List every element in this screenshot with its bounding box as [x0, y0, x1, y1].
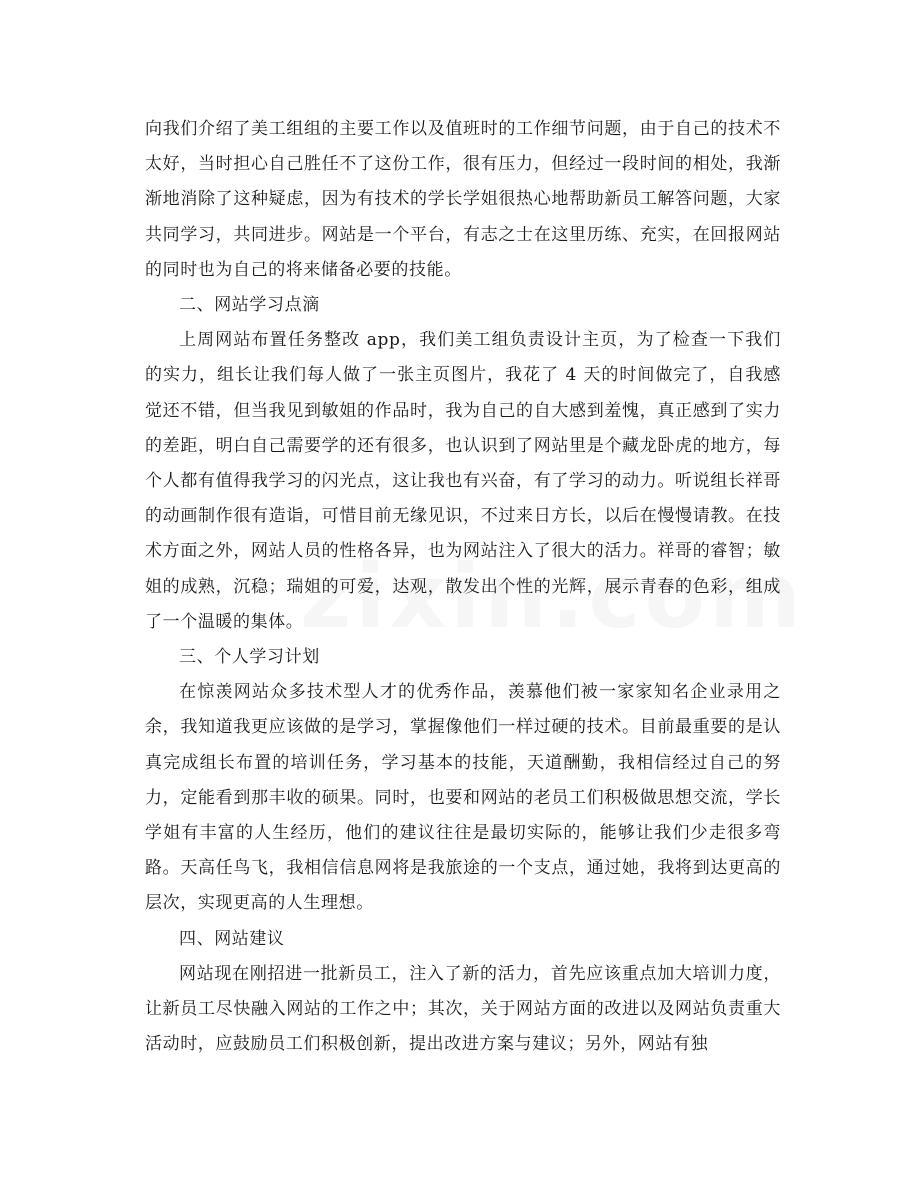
paragraph-section-4: 网站现在刚招进一批新员工，注入了新的活力，首先应该重点加大培训力度，让新员工尽快融入网站的工作之中；其次，关于网站方面的改进以及网站负责重大活动时，应鼓励员工们积极创新，提出改进方案与建议；另外，网站有独 [145, 963, 781, 1055]
section-heading-2: 二、网站学习点滴 [179, 295, 320, 316]
section-heading-3: 三、个人学习计划 [179, 647, 320, 668]
paragraph-section-3: 在惊羡网站众多技术型人才的优秀作品，羡慕他们被一家家知名企业录用之余，我知道我更应该做的是学习，掌握像他们一样过硬的技术。目前最重要的是认真完成组长布置的培训任务，学习基本的技能，天道酬勤，我相信经过自己的努力，定能看到那丰收的硕果。同时，也要和网站的老员工们积极做思想交流，学长学姐有丰富的人生经历，他们的建议往往是最切实际的，能够让我们少走很多弯路。天高任鸟飞，我相信信息网将是我旅途的一个支点，通过她，我将到达更高的层次，实现更高的人生理想。 [145, 682, 781, 914]
paragraph-intro: 向我们介绍了美工组组的主要工作以及值班时的工作细节问题，由于自己的技术不太好，当时担心自己胜任不了这份工作，很有压力，但经过一段时间的相处，我渐渐地消除了这种疑虑，因为有技术的学长学姐很热心地帮助新员工解答问题，大家共同学习，共同进步。网站是一个平台，有志之士在这里历练、充实，在回报网站的同时也为自己的将来储备必要的技能。 [145, 119, 781, 280]
document-body [145, 112, 781, 1062]
paragraph-section-2: 上周网站布置任务整改 app，我们美工组负责设计主页，为了检查一下我们的实力，组长让我们每人做了一张主页图片，我花了 4 天的时间做完了，自我感觉还不错，但当我见到敏姐的作品时，我为自己的自大感到羞愧，真正感到了实力的差距，明白自己需要学的还有很多，也认识到了网站里是个藏龙卧虎的地方，每个人都有值得我学习的闪光点，这让我也有兴奋，有了学习的动力。听说组长祥哥的动画制作很有造诣，可惜目前无缘见识，不过来日方长，以后在慢慢请教。在技术方面之外，网站人员的性格各异，也为网站注入了很大的活力。祥哥的睿智；敏姐的成熟，沉稳；瑞姐的可爱，达观，散发出个性的光辉，展示青春的色彩，组成了一个温暖的集体。 [145, 330, 781, 632]
section-heading-4: 四、网站建议 [179, 928, 285, 949]
